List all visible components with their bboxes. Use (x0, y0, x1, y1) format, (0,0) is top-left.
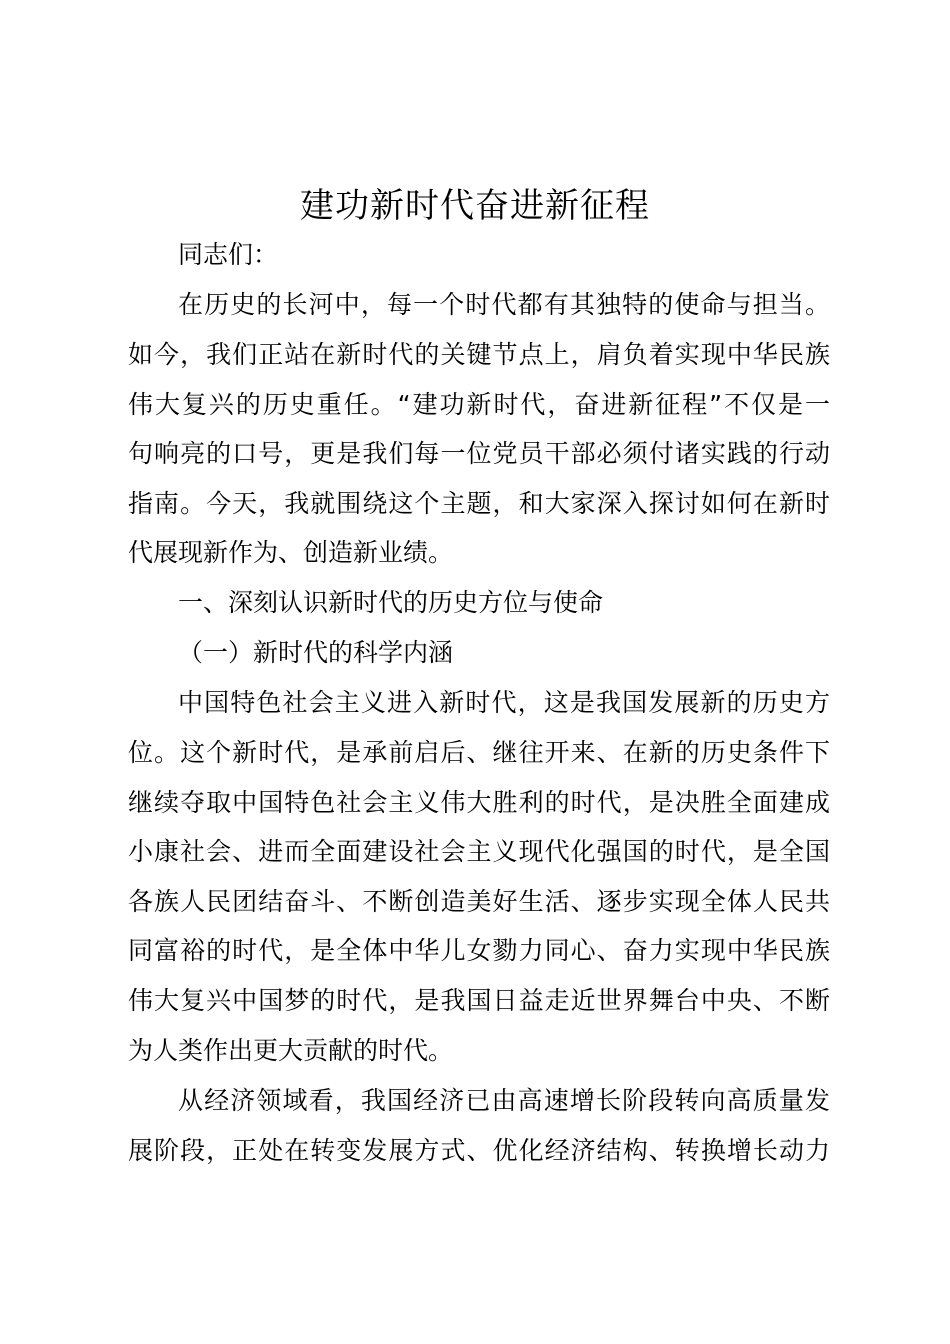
paragraph-line: 小康社会、进而全面建设社会主义现代化强国的时代，是全国 (128, 837, 830, 866)
document-title: 建功新时代奋进新征程 (300, 186, 650, 226)
section-heading: 一、深刻认识新时代的历史方位与使命 (178, 588, 604, 617)
paragraph-line: 代展现新作为、创造新业绩。 (128, 538, 454, 567)
subsection-heading: （一）新时代的科学内涵 (178, 638, 454, 667)
paragraph-line: 如今，我们正站在新时代的关键节点上，肩负着实现中华民族 (128, 340, 830, 369)
salutation: 同志们： (178, 240, 279, 269)
paragraph-line: 在历史的长河中，每一个时代都有其独特的使命与担当。 (178, 290, 830, 319)
paragraph-line: 继续夺取中国特色社会主义伟大胜利的时代，是决胜全面建成 (128, 788, 830, 817)
paragraph-line: 中国特色社会主义进入新时代，这是我国发展新的历史方 (178, 688, 830, 717)
paragraph-line: 为人类作出更大贡献的时代。 (128, 1036, 454, 1065)
paragraph-line: 各族人民团结奋斗、不断创造美好生活、逐步实现全体人民共 (128, 887, 830, 916)
paragraph-line: 伟大复兴的历史重任。“建功新时代，奋进新征程”不仅是一 (128, 390, 830, 419)
paragraph-line: 从经济领域看，我国经济已由高速增长阶段转向高质量发 (178, 1086, 830, 1115)
paragraph-line: 伟大复兴中国梦的时代，是我国日益走近世界舞台中央、不断 (128, 986, 830, 1015)
paragraph-line: 句响亮的口号，更是我们每一位党员干部必须付诸实践的行动 (128, 439, 830, 468)
paragraph-line: 同富裕的时代，是全体中华儿女勠力同心、奋力实现中华民族 (128, 936, 830, 965)
paragraph-line: 展阶段，正处在转变发展方式、优化经济结构、转换增长动力 (128, 1136, 830, 1165)
paragraph-line: 位。这个新时代，是承前启后、继往开来、在新的历史条件下 (128, 738, 830, 767)
paragraph-line: 指南。今天，我就围绕这个主题，和大家深入探讨如何在新时 (128, 489, 830, 518)
